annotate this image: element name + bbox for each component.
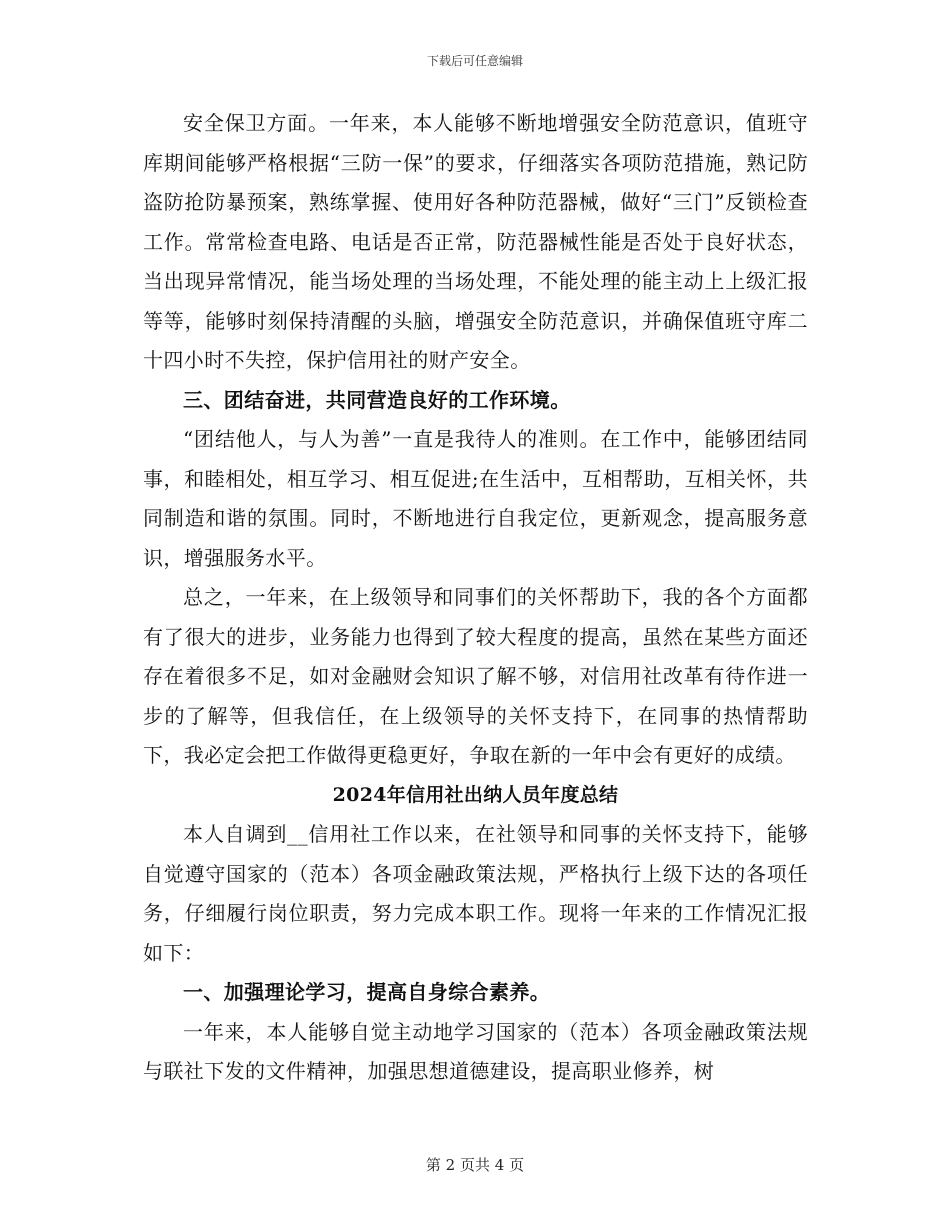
document-title: 2024年信用社出纳人员年度总结 bbox=[332, 783, 619, 806]
section-heading-unity: 三、团结奋进，共同营造良好的工作环境。 bbox=[183, 387, 571, 412]
paragraph-study: 一年来，本人能够自觉主动地学习国家的（范本）各项金融政策法规与联社下发的文件精神，加强思想道德建设，提高职业修养，树 bbox=[143, 1019, 808, 1083]
page-header: 下载后可任意编辑 bbox=[426, 54, 523, 68]
section-heading-study: 一、加强理论学习，提高自身综合素养。 bbox=[183, 980, 551, 1004]
paragraph-summary: 总之，一年来，在上级领导和同事们的关怀帮助下，我的各个方面都有了很大的进步，业务能力也得到了较大程度的提高，虽然在某些方面还存在着很多不足，如对金融财会知识了解不够，对信用社改革有待作进一步的了解等，但我信任，在上级领导的关怀支持下，在同事的热情帮助下，我必定会把工作做得更稳更好，争取在新的一年中会有更好的成绩。 bbox=[143, 585, 808, 767]
paragraph-intro: 本人自调到__信用社工作以来，在社领导和同事的关怀支持下，能够自觉遵守国家的（范本）各项金融政策法规，严格执行上级下达的各项任务，仔细履行岗位职责，努力完成本职工作。现将一年来的工作情况汇报如下： bbox=[143, 822, 808, 965]
page-footer: 第 2 页共 4 页 bbox=[425, 1156, 525, 1174]
paragraph-security: 安全保卫方面。一年来，本人能够不断地增强安全防范意识，值班守库期间能够严格根据“三防一保”的要求，仔细落实各项防范措施，熟记防盗防抢防暴预案，熟练掌握、使用好各种防范器械，做好“三门”反锁检查工作。常常检查电路、电话是否正常，防范器械性能是否处于良好状态，当出现异常情况，能当场处理的当场处理，不能处理的能主动上上级汇报等等，能够时刻保持清醒的头脑，增强安全防范意识，并确保值班守库二十四小时不失控，保护信用社的财产安全。 bbox=[143, 111, 808, 372]
document-body bbox=[143, 104, 808, 1092]
paragraph-unity: “团结他人，与人为善”一直是我待人的准则。在工作中，能够团结同事，和睦相处，相互学习、相互促进;在生活中，互相帮助，互相关怀，共同制造和谐的氛围。同时，不断地进行自我定位，更新观念，提高服务意识，增强服务水平。 bbox=[143, 427, 808, 570]
